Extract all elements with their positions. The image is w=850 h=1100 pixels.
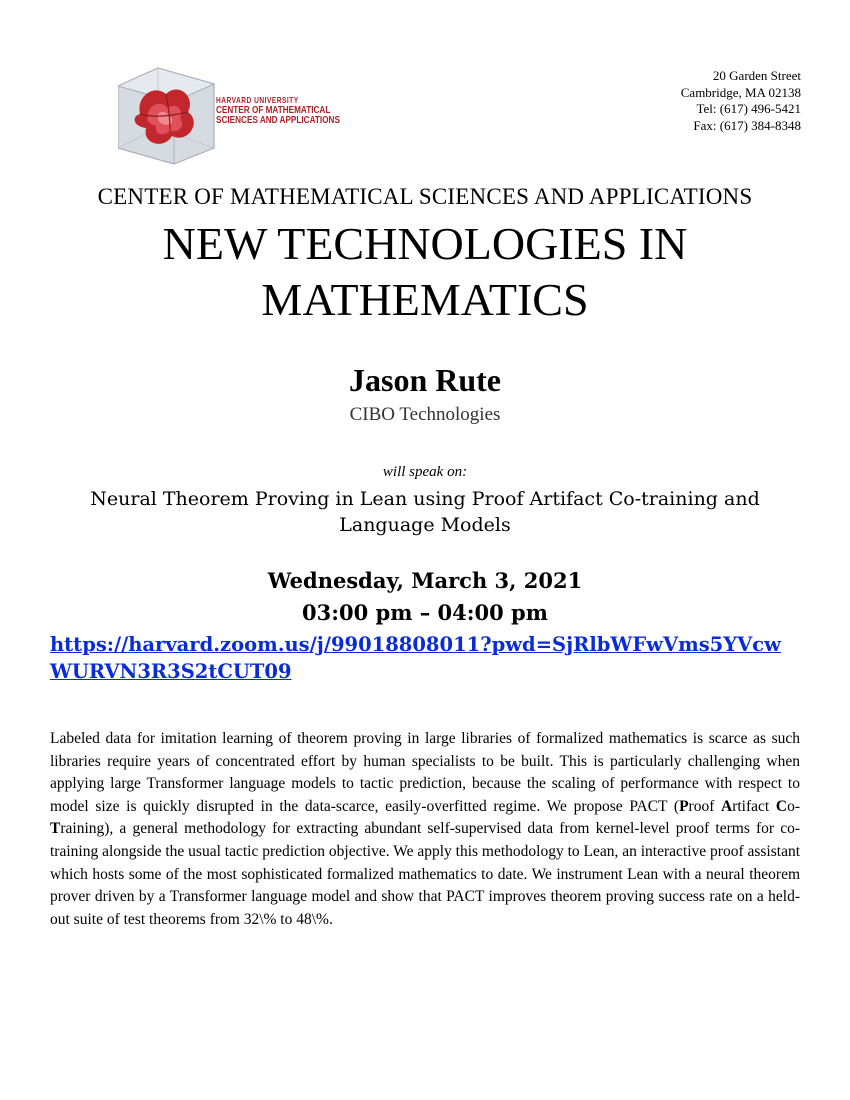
abstract-bold-a: A (721, 797, 733, 815)
series-title-line-2: MATHEMATICS (261, 274, 589, 325)
abstract-text-raining: raining (60, 820, 105, 838)
event-time: 03:00 pm – 04:00 pm (302, 600, 548, 625)
abstract-text-2: ), a general methodology for extracting abundant self-supervised data from kernel-level proof terms for co-training alongside the usual tactic prediction objective. We apply this methodology to Lean, an interactive proof assistant which hosts some of the most sophisticated formalized mathematics to date. We instrument Lean with a neural theorem prover driven by a Transformer language model and show that PACT improves theorem proving success rate on a held-out suite of test theorems from 32\% to 48\%. (50, 820, 801, 928)
logo-line-3: SCIENCES AND APPLICATIONS (216, 114, 340, 126)
abstract-text-roof: roof (688, 797, 722, 815)
logo-wordmark (216, 95, 340, 125)
abstract-bold-t: T (50, 820, 61, 838)
zoom-link[interactable]: https://harvard.zoom.us/j/99018808011?pwd=SjRlbWFwVms5YVcwWURVN3R3S2tCUT09 (50, 633, 781, 683)
logo-line-1: HARVARD UNIVERSITY (216, 95, 299, 105)
series-title (0, 216, 850, 328)
abstract-text-1: Labeled data for imitation learning of theorem proving in large libraries of formalized mathematics is scarce as such libraries require years of concentrated effort by human specialists to be built. This is particularly challenging when applying large Transformer language models to tactic prediction, because the scaling of performance with respect to model size is quickly disrupted in the data-scarce, easily-overfitted regime. We propose PACT ( (50, 730, 800, 815)
talk-intro: will speak on: (382, 464, 468, 480)
address-city: Cambridge, MA 02138 (680, 84, 801, 100)
talk-title: Neural Theorem Proving in Lean using Proof Artifact Co-training and Language Models (90, 488, 760, 536)
abstract-text-rtifact: rtifact (732, 797, 776, 815)
speaker-name: Jason Rute (348, 362, 501, 398)
logo-line-2: CENTER OF MATHEMATICAL (216, 104, 331, 116)
abstract-text-co: o- (787, 797, 801, 815)
abstract-bold-c: C (775, 797, 788, 815)
series-title-line-1: NEW TECHNOLOGIES IN (162, 218, 688, 269)
event-date: Wednesday, March 3, 2021 (267, 568, 583, 593)
geometric-cube-logo-icon (118, 66, 228, 166)
address-street: 20 Garden Street (712, 68, 801, 83)
abstract-bold-p: P (679, 797, 689, 815)
speaker-affiliation: CIBO Technologies (349, 404, 501, 425)
abstract-paragraph (50, 728, 800, 931)
address-tel: Tel: (617) 496-5421 (696, 101, 801, 116)
address-fax: Fax: (617) 384-8348 (693, 117, 801, 133)
center-name-heading: CENTER OF MATHEMATICAL SCIENCES AND APPLICATIONS (97, 184, 753, 209)
address-block (681, 68, 801, 134)
